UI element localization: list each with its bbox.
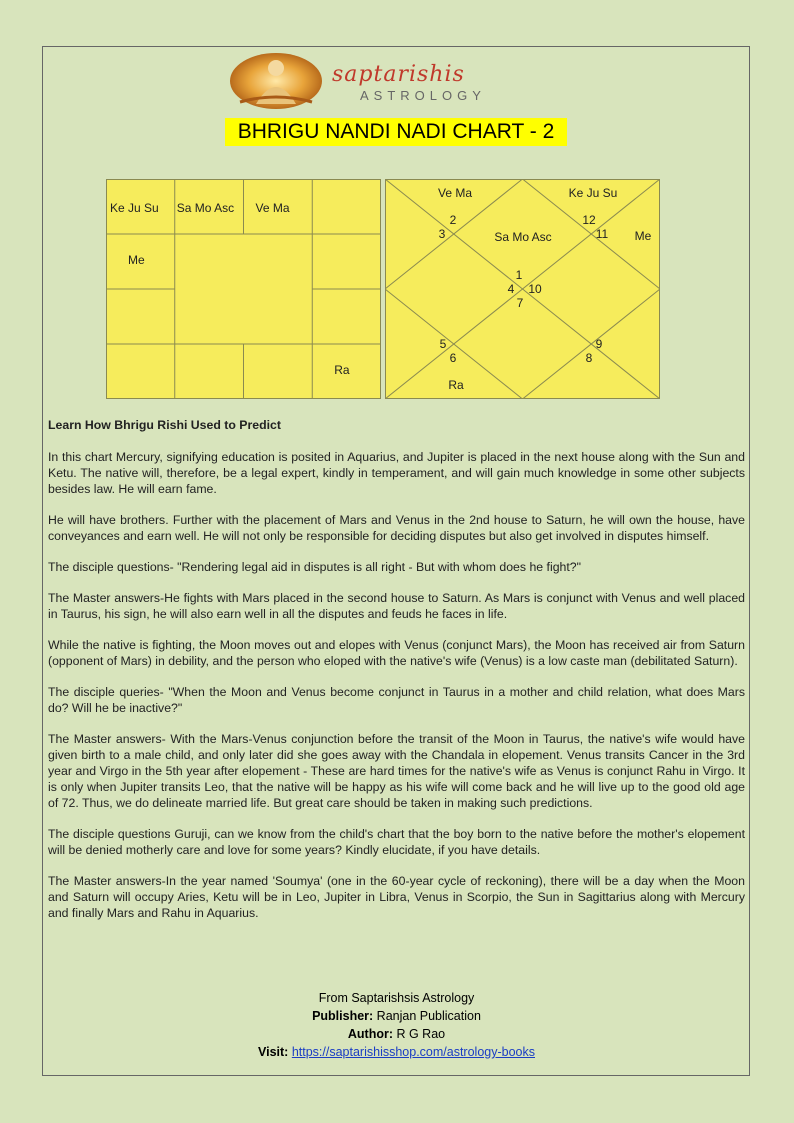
south-cell-4: Me: [128, 253, 145, 267]
author-label: Author:: [347, 1027, 393, 1041]
house-number-12: 12: [582, 213, 596, 227]
north-planets-house-1: Sa Mo Asc: [494, 230, 552, 244]
house-number-1: 1: [515, 268, 523, 282]
visit-link[interactable]: https://saptarishisshop.com/astrology-books: [291, 1045, 535, 1059]
south-cell-11: Ra: [334, 363, 350, 377]
north-planets-house-2: Ve Ma: [437, 186, 473, 200]
logo: [228, 52, 538, 110]
paragraph-9: The Master answers-In the year named 'Soumya' (one in the 60-year cycle of reckoning), there will be a day when the Moon and Saturn will occupy Aries, Ketu will be in Leo, Jupiter in Libra, Venus in Scorpio, the Sun in Sagittarius along with Mercury and finally Mars and Rahu in Aquarius.: [48, 874, 745, 920]
article-heading: Learn How Bhrigu Rishi Used to Predict: [48, 418, 281, 432]
house-number-7: 7: [516, 296, 524, 310]
paragraph-4: The Master answers-He fights with Mars placed in the second house to Saturn. As Mars is conjunct with Venus and well placed in Taurus, his sign, he will also earn well in all the disputes and feuds he faces in life.: [48, 591, 745, 621]
publisher-value: Ranjan Publication: [373, 1009, 481, 1023]
footer-visit: [48, 1043, 745, 1061]
north-planets-house-11: Me: [634, 229, 652, 243]
footer-source: From Saptarishsis Astrology: [318, 991, 475, 1005]
paragraph-8: The disciple questions Guruji, can we know from the child's chart that the boy born to the native before the mother's elopement will be denied motherly care and love for some years? Kindly elucidate, if you have details.: [48, 827, 745, 857]
footer: [48, 989, 745, 1061]
north-planets-house-12: Ke Ju Su: [568, 186, 618, 200]
author-value: R G Rao: [393, 1027, 446, 1041]
house-number-4: 4: [507, 282, 515, 296]
logo-tagline: ASTROLOGY: [360, 88, 486, 103]
paragraph-2: He will have brothers. Further with the placement of Mars and Venus in the 2nd house to Saturn, he will own the house, have conveyances and earn well. He will not only be responsible for deciding disputes but also get involved in disputes himself.: [48, 513, 745, 543]
house-number-11: 11: [595, 227, 609, 241]
south-cell-2: Ve Ma: [255, 201, 290, 215]
article-body: [48, 417, 745, 936]
house-number-5: 5: [439, 337, 447, 351]
north-planets-house-6: Ra: [448, 378, 464, 392]
paragraph-5: While the native is fighting, the Moon moves out and elopes with Venus (conjunct Mars), the Moon has received air from Saturn (opponent of Mars) in debility, and the person who eloped with the native's wife (Venus) is a low caste man (debilitated Saturn).: [48, 638, 745, 668]
paragraph-7: The Master answers- With the Mars-Venus conjunction before the transit of the Moon in Taurus, the native's wife would have given birth to a male child, and only later did she goes away with the Chandala in elopement. Venus transits Cancer in the 3rd year and Virgo in the 5th year after elopement - These are hard times for the native's wife as Venus is conjunct Rahu in Virgo. It is only when Jupiter transits Leo, that the native will be happy as his wife will come back and he will live up to the good old age of 72. Thus, we do delineate married life. But great care should be taken in making such predictions.: [48, 732, 745, 810]
house-number-9: 9: [595, 337, 603, 351]
paragraph-3: The disciple questions- "Rendering legal aid in disputes is all right - But with whom does he fight?": [48, 560, 581, 574]
footer-author: [48, 1025, 745, 1043]
publisher-label: Publisher:: [312, 1009, 374, 1023]
page-title: BHRIGU NANDI NADI CHART - 2: [225, 118, 567, 146]
footer-publisher: [48, 1007, 745, 1025]
logo-emblem-icon: [228, 52, 324, 110]
house-number-2: 2: [449, 213, 457, 227]
house-number-6: 6: [449, 351, 457, 365]
house-number-3: 3: [438, 227, 446, 241]
visit-label: Visit:: [258, 1045, 289, 1059]
logo-brand: saptarishis: [332, 62, 465, 87]
north-indian-chart: [385, 179, 660, 399]
south-indian-chart: [106, 179, 381, 399]
south-cell-0: Ke Ju Su: [110, 201, 159, 215]
paragraph-1: In this chart Mercury, signifying education is posited in Aquarius, and Jupiter is placed in the next house along with the Sun and Ketu. The native will, therefore, be a legal expert, kindly in temperament, and will gain much knowledge in some other subjects besides law. He will earn fame.: [48, 450, 745, 496]
paragraph-6: The disciple queries- "When the Moon and Venus become conjunct in Taurus in a mother and child relation, what does Mars do? Will he be inactive?": [48, 685, 745, 715]
house-number-10: 10: [528, 282, 542, 296]
house-number-8: 8: [585, 351, 593, 365]
south-cell-1: Sa Mo Asc: [176, 201, 235, 215]
